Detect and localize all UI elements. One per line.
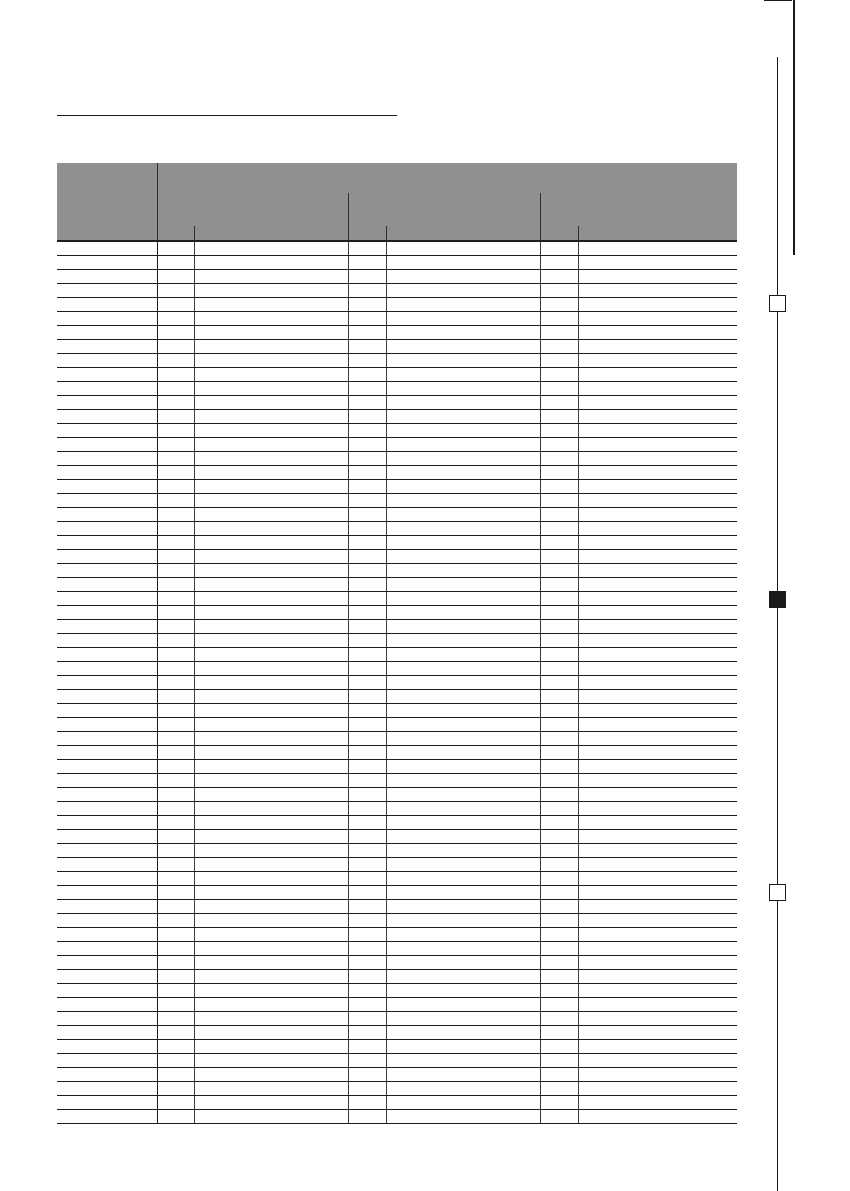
margin-mark-filled-square-icon [769,591,786,608]
table-row [57,1011,737,1012]
table-row [57,647,737,648]
table-row [57,437,737,438]
margin-mark-open-square-icon [769,295,786,312]
column-divider [386,242,387,1124]
table-row [57,997,737,998]
table-row [57,1053,737,1054]
table-row [57,801,737,802]
table-row [57,1039,737,1040]
table-row [57,521,737,522]
table-row [57,549,737,550]
column-divider [348,242,349,1124]
column-divider [578,242,579,1124]
table-row [57,269,737,270]
table-row [57,591,737,592]
table-row [57,1067,737,1068]
table-row [57,605,737,606]
table-row [57,1123,737,1124]
table-row [57,689,737,690]
table-row [57,773,737,774]
table-row [57,367,737,368]
table-row [57,885,737,886]
table-row [57,675,737,676]
column-divider [540,242,541,1124]
table-row [57,493,737,494]
table-header [57,163,737,242]
table-row [57,899,737,900]
table-row [57,633,737,634]
section-title-underline [57,115,397,116]
table-row [57,409,737,410]
table-row [57,969,737,970]
table-row [57,563,737,564]
table-row [57,717,737,718]
table-row [57,759,737,760]
table-row [57,871,737,872]
table-row [57,1109,737,1110]
table-row [57,983,737,984]
table-row [57,395,737,396]
table-row [57,843,737,844]
table-row [57,1081,737,1082]
margin-vertical-rule-long [777,57,778,1191]
table-row [57,1095,737,1096]
table-row [57,661,737,662]
margin-top-rule [764,0,792,1]
table-row [57,535,737,536]
table-row [57,913,737,914]
table-row [57,941,737,942]
table-row [57,381,737,382]
table-row [57,619,737,620]
data-table [57,163,737,1124]
margin-vertical-rule [793,0,795,255]
table-row [57,283,737,284]
table-row [57,255,737,256]
table-row [57,1025,737,1026]
table-row [57,577,737,578]
table-row [57,857,737,858]
table-row [57,353,737,354]
column-divider [157,242,158,1124]
table-row [57,311,737,312]
table-row [57,339,737,340]
margin-mark-open-square-icon [769,884,786,901]
table-row [57,745,737,746]
table-row [57,325,737,326]
table-row [57,731,737,732]
table-row [57,465,737,466]
table-body [57,242,737,1124]
table-row [57,815,737,816]
header-divider [540,193,541,242]
table-row [57,927,737,928]
table-row [57,479,737,480]
table-row [57,297,737,298]
table-row [57,451,737,452]
table-row [57,787,737,788]
table-row [57,829,737,830]
header-divider [348,193,349,242]
table-row [57,703,737,704]
header-divider [157,163,158,242]
table-row [57,955,737,956]
table-row [57,423,737,424]
column-divider [194,242,195,1124]
table-row [57,507,737,508]
